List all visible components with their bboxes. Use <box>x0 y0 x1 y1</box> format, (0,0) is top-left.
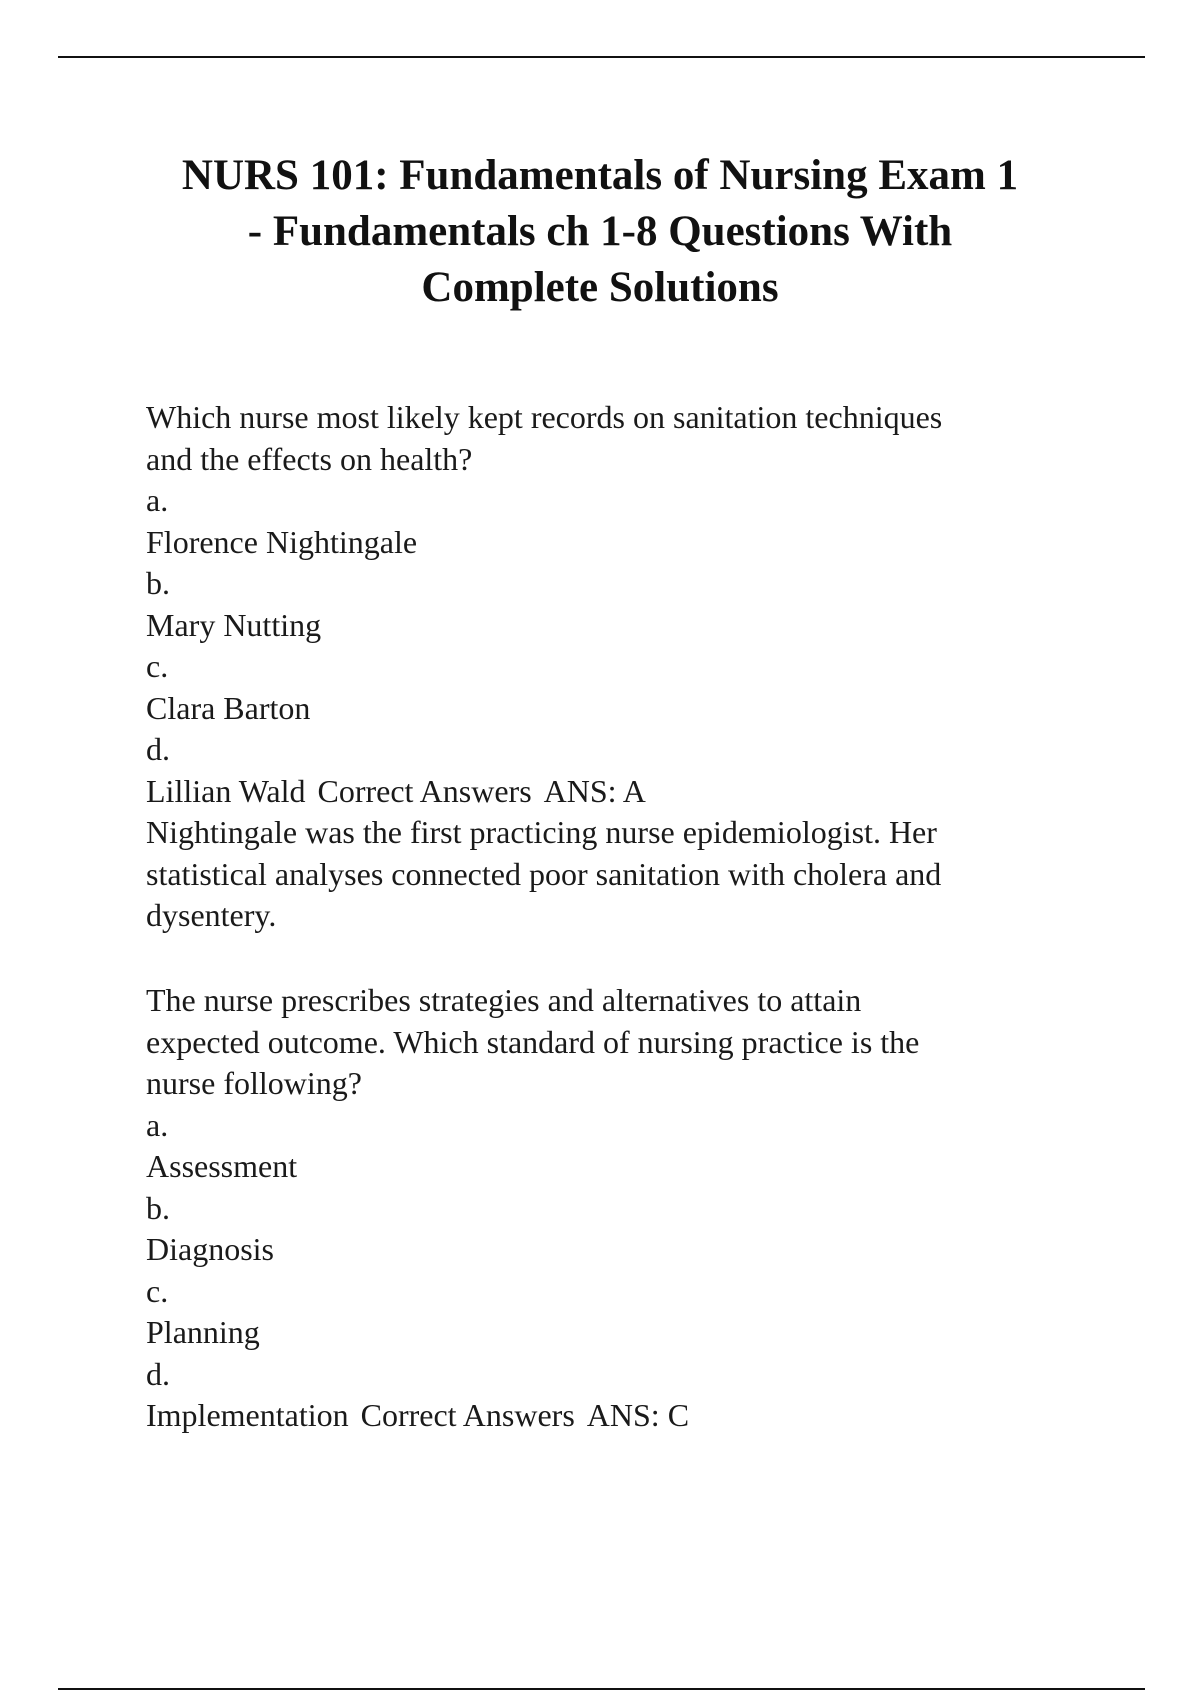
option-letter-c: c. <box>146 648 169 684</box>
option-letter-b: b. <box>146 565 170 601</box>
question-stem-line: expected outcome. Which standard of nursing practice is the <box>146 1023 920 1060</box>
option-text-b: Mary Nutting <box>146 606 322 643</box>
title-line: Complete Solutions <box>421 264 779 311</box>
answer-line <box>146 1395 1106 1437</box>
correct-answers-label: Correct Answers <box>317 772 532 809</box>
question-stem-line: The nurse prescribes strategies and alternatives to attain <box>146 982 862 1018</box>
option-text-a: Florence Nightingale <box>146 523 418 560</box>
option-text-c: Clara Barton <box>146 689 311 726</box>
title-line: NURS 101: Fundamentals of Nursing Exam 1 <box>181 152 1019 199</box>
answer-key: ANS: C <box>586 1397 690 1433</box>
rationale-line: Nightingale was the first practicing nurse epidemiologist. Her <box>146 814 937 850</box>
bottom-rule <box>58 1688 1145 1690</box>
question-2 <box>146 980 1106 1437</box>
option-text-b: Diagnosis <box>146 1231 274 1267</box>
question-1 <box>146 397 1106 937</box>
question-stem-line: and the effects on health? <box>146 440 473 477</box>
rationale-line: statistical analyses connected poor sanitation with cholera and <box>146 855 942 892</box>
answer-key: ANS: A <box>543 772 646 809</box>
title-line: - Fundamentals ch 1-8 Questions With <box>247 208 953 255</box>
correct-answers-label: Correct Answers <box>360 1397 575 1433</box>
option-text-d: Lillian Wald <box>146 772 306 809</box>
option-text-c: Planning <box>146 1314 260 1350</box>
answer-line <box>146 771 1106 813</box>
option-letter-d: d. <box>146 1355 170 1392</box>
top-rule <box>58 56 1145 58</box>
option-letter-a: a. <box>146 482 169 518</box>
question-stem-line: Which nurse most likely kept records on sanitation techniques <box>146 399 943 435</box>
rationale-line: dysentery. <box>146 897 277 933</box>
option-letter-b: b. <box>146 1189 170 1226</box>
option-letter-c: c. <box>146 1272 169 1309</box>
option-text-a: Assessment <box>146 1148 298 1184</box>
question-stem-line: nurse following? <box>146 1065 362 1101</box>
option-letter-d: d. <box>146 731 170 767</box>
option-letter-a: a. <box>146 1106 169 1143</box>
document-title <box>100 148 1100 316</box>
option-text-d: Implementation <box>146 1397 349 1433</box>
